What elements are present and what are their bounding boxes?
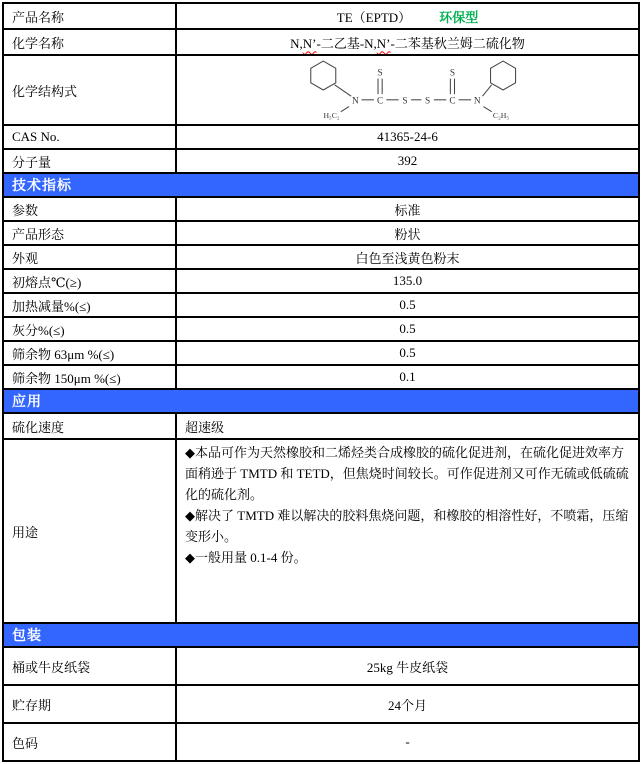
spec-label: 初熔点℃(≥) [3, 269, 176, 293]
cure-speed-value: 超速级 [176, 413, 639, 439]
atom-c-left: C [376, 96, 383, 107]
spec-value: 0.5 [176, 293, 639, 317]
spec-value: 0.5 [176, 341, 639, 365]
section-header-application-row [3, 389, 639, 413]
product-name-row [3, 3, 639, 29]
color-code-label: 色码 [3, 723, 176, 761]
section-header-application: 应用 [3, 389, 639, 413]
atom-s-left: S [377, 68, 383, 79]
benzene-ring-right [490, 61, 515, 90]
cas-value: 41365-24-6 [176, 125, 639, 149]
atom-s-right: S [449, 68, 455, 79]
packaging-row [3, 647, 639, 685]
molecular-weight-label: 分子量 [3, 149, 176, 173]
spec-label: 加热减量%(≤) [3, 293, 176, 317]
chemical-name-part: N’ [376, 35, 391, 51]
section-header-packaging: 包装 [3, 623, 639, 647]
spec-label: 灰分%(≤) [3, 317, 176, 341]
packaging-label: 桶或牛皮纸袋 [3, 647, 176, 685]
chemical-structure-diagram [292, 59, 524, 121]
spec-value: 粉状 [176, 221, 639, 245]
chemical-name-part: -二苯基秋兰姆二硫化物 [390, 35, 525, 51]
chemical-name-row [3, 29, 639, 55]
structure-row [3, 55, 639, 125]
spec-row [3, 341, 639, 365]
atom-s-chain2: S [424, 96, 430, 107]
spec-label: 产品形态 [3, 221, 176, 245]
product-name-label: 产品名称 [3, 3, 176, 29]
spec-row [3, 365, 639, 389]
eco-badge: 环保型 [439, 9, 479, 25]
spec-value: 0.5 [176, 317, 639, 341]
usage-paragraph: ◆解决了 TMTD 难以解决的胶料焦烧问题，和橡胶的相溶性好，不喷霜，压缩变形小。 [185, 508, 629, 544]
chemical-name-label: 化学名称 [3, 29, 176, 55]
spec-label: 筛余物 63μm %(≤) [3, 341, 176, 365]
ethyl-label-left: H₅C₂ [322, 110, 340, 120]
section-header-tech: 技术指标 [3, 173, 639, 197]
color-code-row [3, 723, 639, 761]
atom-s-chain1: S [401, 96, 407, 107]
ethyl-label-right: C₂H₅ [492, 110, 509, 120]
cas-row [3, 125, 639, 149]
product-name-value: TE（EPTD） [336, 9, 412, 25]
spec-row [3, 317, 639, 341]
atom-n-right: N [473, 96, 481, 107]
chemical-name-value [176, 29, 639, 55]
structure-cell [176, 55, 639, 125]
spec-value: 0.1 [176, 365, 639, 389]
usage-row [3, 439, 639, 623]
spec-row [3, 269, 639, 293]
atom-c-right: C [448, 96, 456, 107]
usage-text [176, 439, 639, 623]
spec-row [3, 245, 639, 269]
spec-label: 参数 [3, 197, 176, 221]
atom-n-left: N [351, 96, 359, 107]
product-spec-table [2, 2, 640, 762]
cure-speed-row [3, 413, 639, 439]
structure-label: 化学结构式 [3, 55, 176, 125]
spec-label: 外观 [3, 245, 176, 269]
section-header-tech-row [3, 173, 639, 197]
spec-row [3, 221, 639, 245]
packaging-value: 25kg 牛皮纸袋 [176, 647, 639, 685]
chemical-name-part: N’ [302, 35, 317, 51]
spec-label: 筛余物 150μm %(≤) [3, 365, 176, 389]
spec-row [3, 197, 639, 221]
spec-value: 标准 [176, 197, 639, 221]
usage-label: 用途 [3, 439, 176, 623]
chemical-name-part: N, [290, 35, 303, 51]
usage-paragraph: ◆一般用量 0.1-4 份。 [185, 550, 307, 565]
storage-value: 24个月 [176, 685, 639, 723]
storage-row [3, 685, 639, 723]
molecular-weight-row [3, 149, 639, 173]
benzene-ring-left [310, 61, 335, 90]
storage-label: 贮存期 [3, 685, 176, 723]
molecular-weight-value: 392 [176, 149, 639, 173]
section-header-packaging-row [3, 623, 639, 647]
spec-row [3, 293, 639, 317]
chemical-name-part: -二乙基-N, [316, 35, 377, 51]
color-code-value: - [176, 723, 639, 761]
spec-value: 135.0 [176, 269, 639, 293]
product-name-cell [176, 3, 639, 29]
cas-label: CAS No. [3, 125, 176, 149]
usage-paragraph: ◆本品可作为天然橡胶和二烯烃类合成橡胶的硫化促进剂，在硫化促进效率方面稍逊于 TMTD 和 TETD，但焦烧时间较长。可作促进剂又可作无硫或低硫硫化的硫化剂。 [185, 445, 629, 502]
cure-speed-label: 硫化速度 [3, 413, 176, 439]
spec-value: 白色至浅黄色粉末 [176, 245, 639, 269]
